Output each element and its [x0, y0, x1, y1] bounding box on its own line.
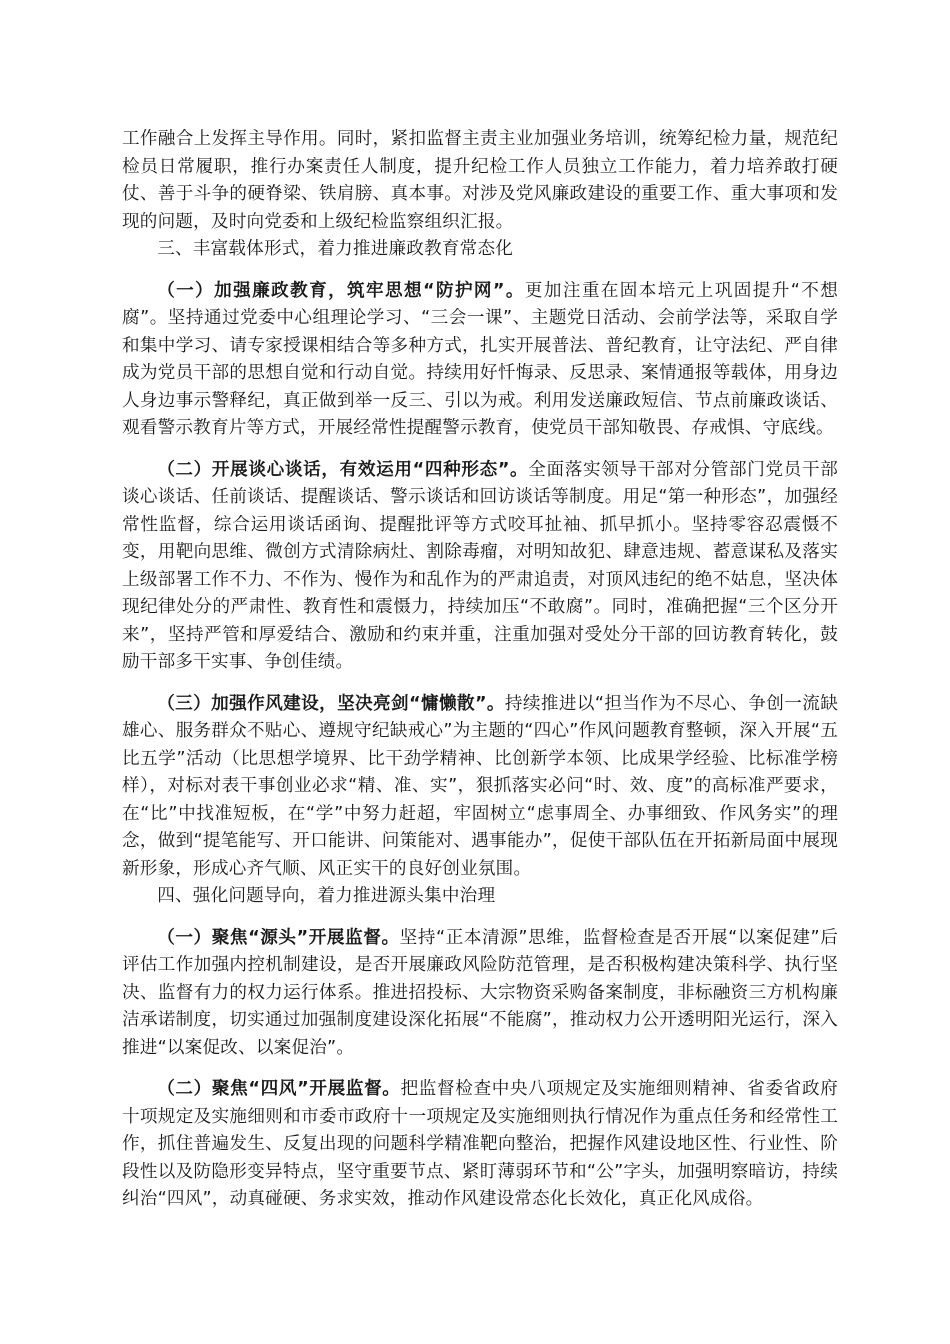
paragraph-style: [122, 691, 838, 884]
paragraph-talks: [122, 457, 838, 677]
paragraph-talks-body: 全面落实领导干部对分管部门党员干部谈心谈话、任前谈话、提醒谈话、警示谈话和回访谈话等制度。用足“第一种形态”，加强经常性监督，综合运用谈话函询、提醒批评等方式咬耳扯袖、抓早抓小。坚持零容忍震慑不变，用靶向思维、微创方式清除病灶、割除毒瘤，对明知故犯、肆意违规、蓄意谋私及落实上级部署工作不力、不作为、慢作为和乱作为的严肃追责，对顶风违纪的绝不姑息，坚决体现纪律处分的严肃性、教育性和震慑力，持续加压“不敢腐”。同时，准确把握“三个区分开来”，坚持严管和厚爱结合、激励和约束并重，注重加强对受处分干部的回访教育转化，鼓励干部多干实事、争创佳绩。: [122, 459, 838, 672]
paragraph-education-body: 更加注重在固本培元上巩固提升“不想腐”。坚持通过党委中心组理论学习、“三会一课”、主题党日活动、会前学法等，采取自学和集中学习、请专家授课相结合等多种方式，扎实开展普法、普纪教育，让守法纪、严自律成为党员干部的思想自觉和行动自觉。持续用好忏悔录、反思录、案情通报等载体，用身边人身边事示警释纪，真正做到举一反三、引以为戒。利用发送廉政短信、节点前廉政谈话、观看警示教育片等方式，开展经常性提醒警示教育，使党员干部知敬畏、存戒惧、守底线。: [122, 280, 838, 438]
paragraph-style-lead: （三）加强作风建设，坚决亮剑“慵懒散”。: [157, 693, 505, 714]
paragraph-education: [122, 278, 838, 443]
paragraph-source: [122, 925, 838, 1063]
paragraph-education-lead: （一）加强廉政教育，筑牢思想“防护网”。: [157, 280, 525, 301]
paragraph-four-winds: [122, 1076, 838, 1214]
section-heading-3: 三、丰富载体形式，着力推进廉政教育常态化: [157, 239, 514, 259]
paragraph-four-winds-body: 把监督检查中央八项规定及实施细则精神、省委省政府十项规定及实施细则和市委市政府十一项规定及实施细则执行情况作为重点任务和经常性工作，抓住普遍发生、反复出现的问题科学精准靶向整治，把握作风建设地区性、行业性、阶段性以及防隐形变异特点，坚守重要节点、紧盯薄弱环节和“公”字头，加强明察暗访，持续纠治“四风”，动真碰硬、务求实效，推动作风建设常态化长效化，真正化风成俗。: [122, 1079, 838, 1209]
paragraph-style-body: 持续推进以“担当作为不尽心、争创一流缺雄心、服务群众不贴心、遵规守纪缺戒心”为主题的“四心”作风问题教育整顿，深入开展“五比五学”活动（比思想学境界、比干劲学精神、比创新学本领、比成果学经验、比标准学榜样），对标对表干事创业必求“精、准、实”，狠抓落实必问“时、效、度”的高标准严要求，在“比”中找准短板，在“学”中努力赶超，牢固树立“虑事周全、办事细致、作风务实”的理念，做到“提笔能写、开口能讲、问策能对、遇事能办”，促使干部队伍在开拓新局面中展现新形象，形成心齐气顺、风正实干的良好创业氛围。: [122, 693, 838, 879]
paragraph-continuation: 工作融合上发挥主导作用。同时，紧扣监督主责主业加强业务培训，统筹纪检力量，规范纪检员日常履职，推行办案责任人制度，提升纪检工作人员独立工作能力，着力培养敢打硬仗、善于斗争的硬脊梁、铁肩膀、真本事。对涉及党风廉政建设的重要工作、重大事项和发现的问题，及时向党委和上级纪检监察组织汇报。: [122, 129, 838, 232]
paragraph-four-winds-lead: （二）聚焦“四风”开展监督。: [157, 1079, 401, 1099]
section-heading-4: 四、强化问题导向，着力推进源头集中治理: [157, 886, 496, 906]
paragraph-source-body: 坚持“正本清源”思维，监督检查是否开展“以案促建”后评估工作加强内控机制建设，是否开展廉政风险防范管理，是否积极构建决策科学、执行坚决、监督有力的权力运行体系。推进招投标、大宗物资采购备案制度，非标融资三方机构廉洁承诺制度，切实通过加强制度建设深化拓展“不能腐”，推动权力公开透明阳光运行，深入推进“以案促改、以案促治”。: [122, 927, 838, 1058]
paragraph-source-lead: （一）聚焦“源头”开展监督。: [157, 927, 400, 948]
document-body: [122, 126, 838, 1214]
paragraph-talks-lead: （二）开展谈心谈话，有效运用“四种形态”。: [157, 459, 529, 480]
